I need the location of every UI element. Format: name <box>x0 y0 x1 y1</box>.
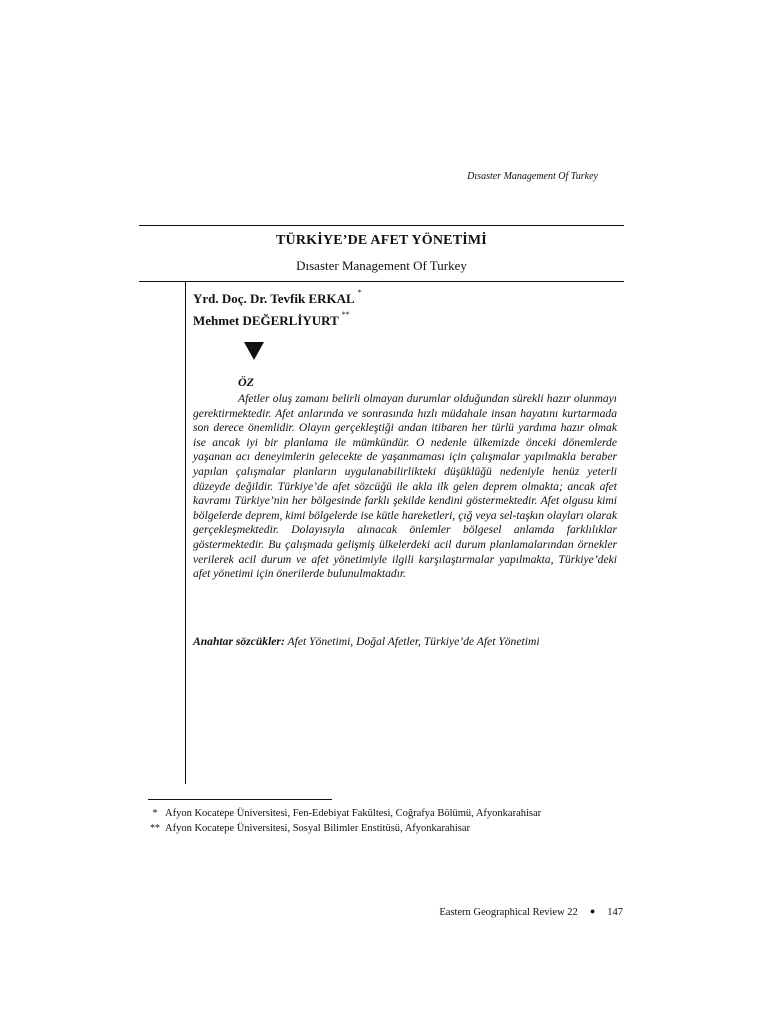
paper-title: TÜRKİYE’DE AFET YÖNETİMİ <box>276 233 487 248</box>
keywords <box>193 635 623 648</box>
abstract-margin-line <box>185 282 186 784</box>
journal-name: Eastern Geographical Review 22 <box>439 907 578 918</box>
down-triangle-icon <box>244 342 264 360</box>
author-1-name: Yrd. Doç. Dr. Tevfik ERKAL <box>193 291 355 306</box>
author-1-mark: * <box>357 288 362 297</box>
abstract-text: Afetler oluş zamanı belirli olmayan durumlar olduğundan sürekli hazır olunmayı gerektirmektedir. Afet anlarında ve sonrasında hızlı müdahale insan hayatını kurtarmada son derece önemlidir. Olayın gerçekleştiği andan itibaren her türlü yardıma hazır olmak ise ancak iyi bir planlama ile mümkündür. O nedenle ülkemizde önceki dönemlerde yaşanan acı deneyimlerin gelecekte de yaşanmaması için çalışmalar yapılmakla beraber yapılan çalışmalar planların uygulanabilirlikteki düşüklüğü nedeniyle henüz yeterli düzeyde değildir. Türkiye’de afet sözcüğü ile akla ilk gelen deprem olmakta; ancak afet kavramı Türkiye’nin her bölgesinde farklı şekilde kendini göstermektedir. Afet olgusu kimi bölgelerde deprem, kimi bölgelerde ise kütle hareketleri, çığ veya sel-taşkın olayları olarak gerçekleşmektedir. Dolayısıyla alınacak önlemler bölgesel anlamda farklılıklar göstermektedir. Bu çalışmada gelişmiş ülkelerdeki acil durum planlamalarından örnekler verilerek acil durum ve afet yönetimiyle ilgili karşılaştırmalar yapılmakta, Türkiye’deki afet yönetimi için önerilerde bulunulmaktadır. <box>193 392 617 581</box>
page-footer <box>439 907 623 918</box>
footnote-2-mark: ** <box>150 823 160 834</box>
keywords-label: Anahtar sözcükler: <box>193 635 285 648</box>
title-top-rule <box>139 225 624 226</box>
footnote-1-mark: * <box>152 808 158 819</box>
footnote-2-text: Afyon Kocatepe Üniversitesi, Sosyal Bilimler Enstitüsü, Afyonkarahisar <box>165 823 471 834</box>
author-2-name: Mehmet DEĞERLİYURT <box>193 313 339 328</box>
keywords-text: Afet Yönetimi, Doğal Afetler, Türkiye’de Afet Yönetimi <box>287 635 540 648</box>
footnote-1-text: Afyon Kocatepe Üniversitesi, Fen-Edebiyat Fakültesi, Coğrafya Bölümü, Afyonkarahisar <box>165 808 542 819</box>
bullet-icon: ● <box>589 906 596 916</box>
author-1 <box>193 288 362 307</box>
author-2-mark: ** <box>341 310 350 319</box>
paper-subtitle: Dısaster Management Of Turkey <box>296 258 467 273</box>
footnote-1 <box>145 808 541 819</box>
abstract-body <box>193 392 617 582</box>
running-header: Dısaster Management Of Turkey <box>467 171 598 182</box>
title-bottom-rule <box>139 281 624 282</box>
author-2 <box>193 310 350 329</box>
abstract-heading: ÖZ <box>238 375 254 389</box>
footnote-rule <box>148 799 332 800</box>
footnote-2 <box>145 823 470 834</box>
page-number: 147 <box>607 907 623 918</box>
